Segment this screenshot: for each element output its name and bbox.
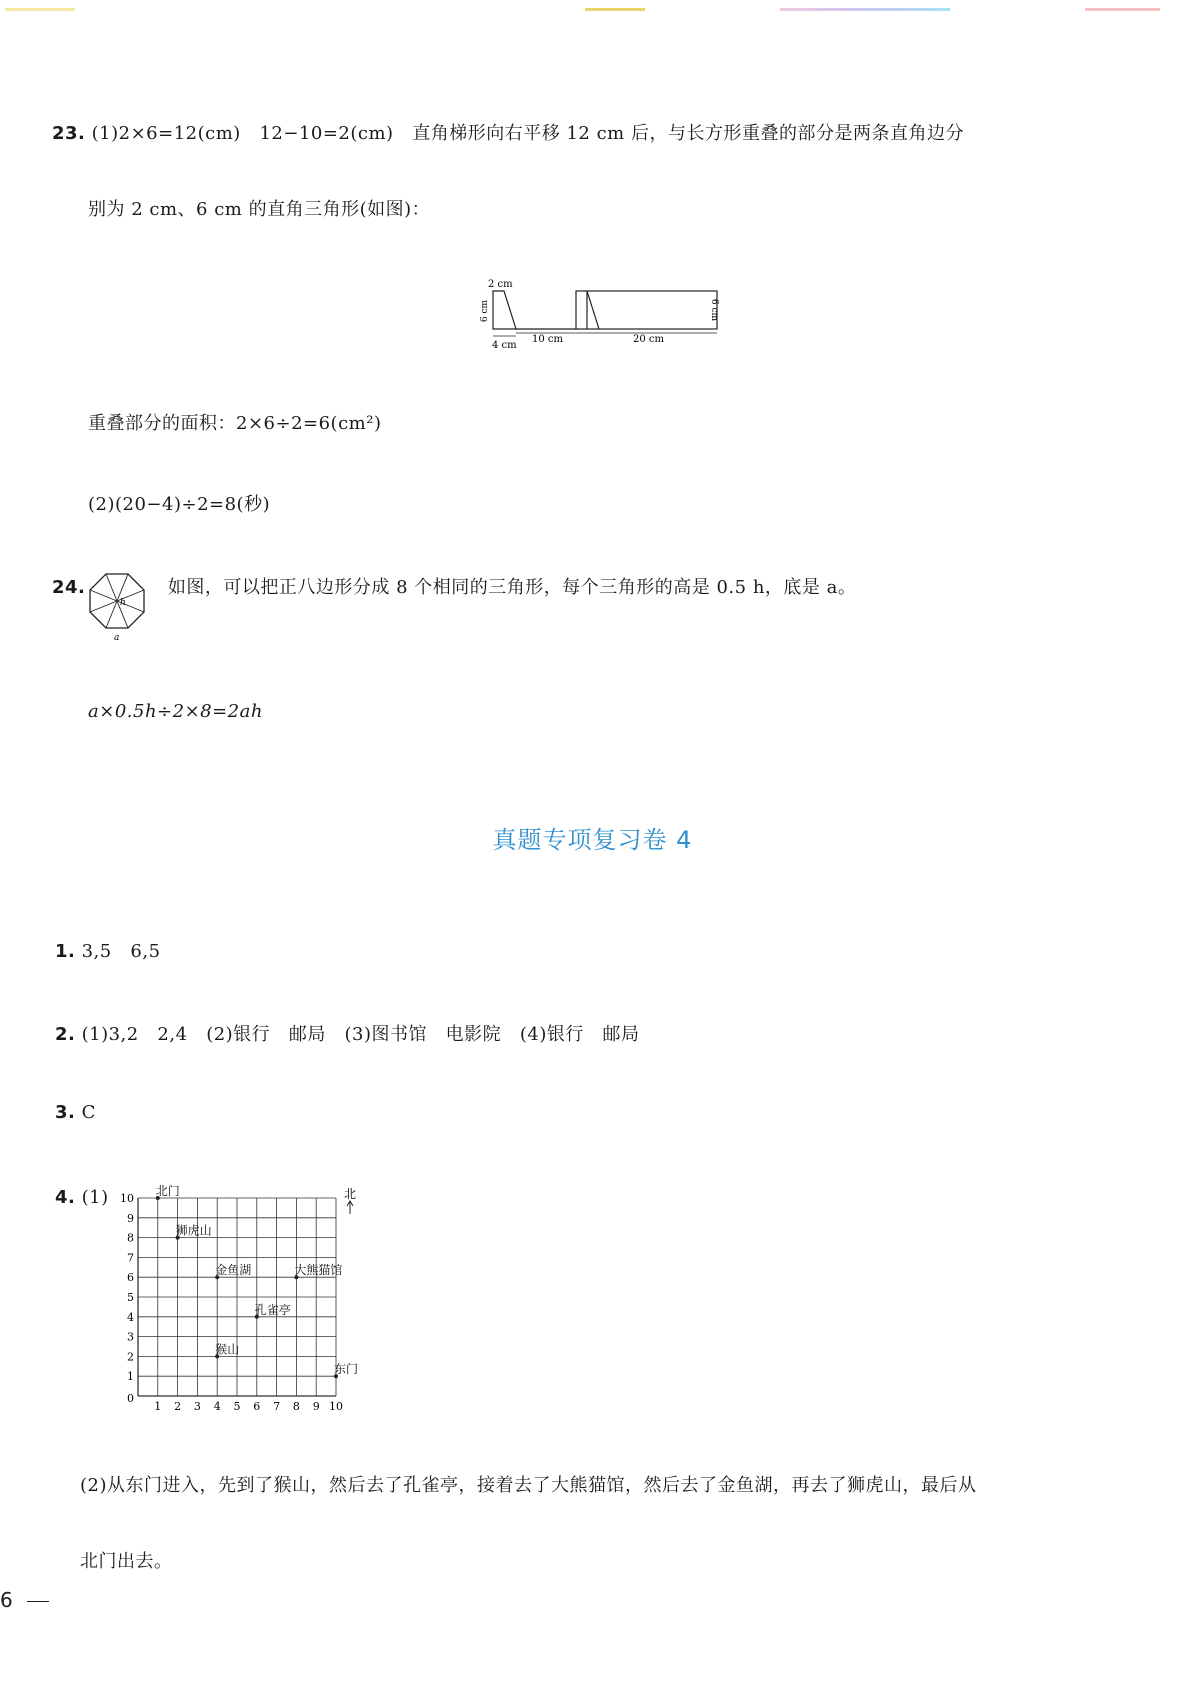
q23-line3: 重叠部分的面积：2×6÷2=6(cm²) (88, 413, 382, 434)
x-tick-label: 5 (233, 1400, 241, 1413)
answer-3 (55, 1101, 96, 1125)
q23-line1 (52, 122, 964, 146)
top-deco-strip-2 (585, 8, 645, 11)
y-tick-label: 6 (127, 1271, 134, 1285)
fig-label-b1: 4 cm (492, 340, 517, 351)
place-label: 北门 (155, 1184, 180, 1198)
q23-text-1: (1)2×6=12(cm) 12−10=2(cm) 直角梯形向右平移 12 cm 后，与长方形重叠的部分是两条直角边分 (91, 123, 964, 144)
x-tick-label: 2 (174, 1400, 182, 1413)
x-tick-label: 4 (213, 1400, 221, 1413)
fig-label-top: 2 cm (488, 279, 513, 290)
answer-2-text: (1)3,2 2,4 (2)银行 邮局 (3)图书馆 电影院 (4)银行 邮局 (81, 1024, 640, 1045)
y-tick-label: 9 (127, 1211, 134, 1225)
fig-label-left-height: 6 cm (480, 299, 490, 323)
top-deco-strip-3 (780, 8, 950, 11)
y-tick-label: 1 (127, 1370, 134, 1384)
answer-4-head (55, 1186, 109, 1210)
answer-3-number: 3. (55, 1102, 76, 1123)
answer-4-number: 4. (55, 1187, 76, 1208)
answer-1-number: 1. (55, 941, 76, 962)
fig-label-b2: 10 cm (532, 334, 563, 345)
answer-4-line3: 北门出去。 (80, 1551, 173, 1572)
page-number (0, 1588, 49, 1612)
octagon-figure (84, 570, 154, 642)
north-label: 北 (343, 1187, 357, 1201)
place-label: 大熊猫馆 (294, 1263, 343, 1278)
section-title: 真题专项复习卷 4 (492, 826, 693, 854)
y-tick-label: 5 (127, 1291, 134, 1304)
fig-label-right-height: 6 cm (709, 298, 719, 322)
q23-translation-figure (478, 276, 728, 360)
x-tick-label: 6 (253, 1400, 261, 1413)
x-tick-label: 10 (329, 1400, 343, 1413)
y-tick-label: 7 (127, 1251, 134, 1265)
answer-2-number: 2. (55, 1024, 76, 1045)
top-deco-strip-4 (1085, 8, 1160, 11)
top-deco-strip-1 (5, 8, 75, 11)
octagon-label-h: h (120, 598, 126, 608)
q24-number: 24. (52, 577, 86, 598)
q23-line2: 别为 2 cm、6 cm 的直角三角形(如图)： (88, 199, 431, 220)
answer-4-line2: (2)从东门进入，先到了猴山，然后去了孔雀亭，接着去了大熊猫馆，然后去了金鱼湖，再去了狮虎山，最后从 (80, 1475, 977, 1496)
origin-label: 0 (127, 1392, 134, 1405)
x-tick-label: 8 (292, 1400, 300, 1413)
q23-number: 23. (52, 123, 86, 144)
q23-line4: (2)(20−4)÷2=8(秒) (88, 494, 271, 515)
y-tick-label: 3 (127, 1330, 134, 1344)
q24-line2: a×0.5h÷2×8=2ah (88, 701, 263, 722)
y-tick-label: 4 (127, 1310, 134, 1324)
answer-4-part1: (1) (81, 1187, 109, 1208)
y-tick-label: 2 (127, 1350, 134, 1364)
x-tick-label: 3 (193, 1400, 201, 1413)
answer-3-text: C (81, 1102, 96, 1123)
x-tick-label: 9 (312, 1400, 320, 1413)
q24-line1 (52, 576, 856, 600)
answer-2 (55, 1023, 640, 1047)
page-number-text: 6 (0, 1588, 13, 1612)
x-tick-label: 1 (154, 1400, 162, 1413)
q24-text-1: 如图，可以把正八边形分成 8 个相同的三角形，每个三角形的高是 0.5 h，底是 a。 (167, 577, 857, 598)
answer-1 (55, 940, 161, 964)
place-label: 东门 (334, 1362, 358, 1377)
answer-1-text: 3,5 6,5 (81, 941, 161, 962)
octagon-label-a: a (114, 633, 120, 642)
place-label: 猴山 (215, 1342, 240, 1357)
place-label: 金鱼湖 (215, 1263, 252, 1278)
zoo-coordinate-grid (108, 1184, 358, 1420)
y-tick-label: 10 (120, 1192, 134, 1205)
x-tick-label: 7 (273, 1400, 281, 1413)
y-tick-label: 8 (127, 1231, 134, 1245)
place-label: 孔雀亭 (254, 1302, 291, 1317)
place-label: 狮虎山 (175, 1223, 212, 1238)
fig-label-b3: 20 cm (633, 334, 664, 345)
